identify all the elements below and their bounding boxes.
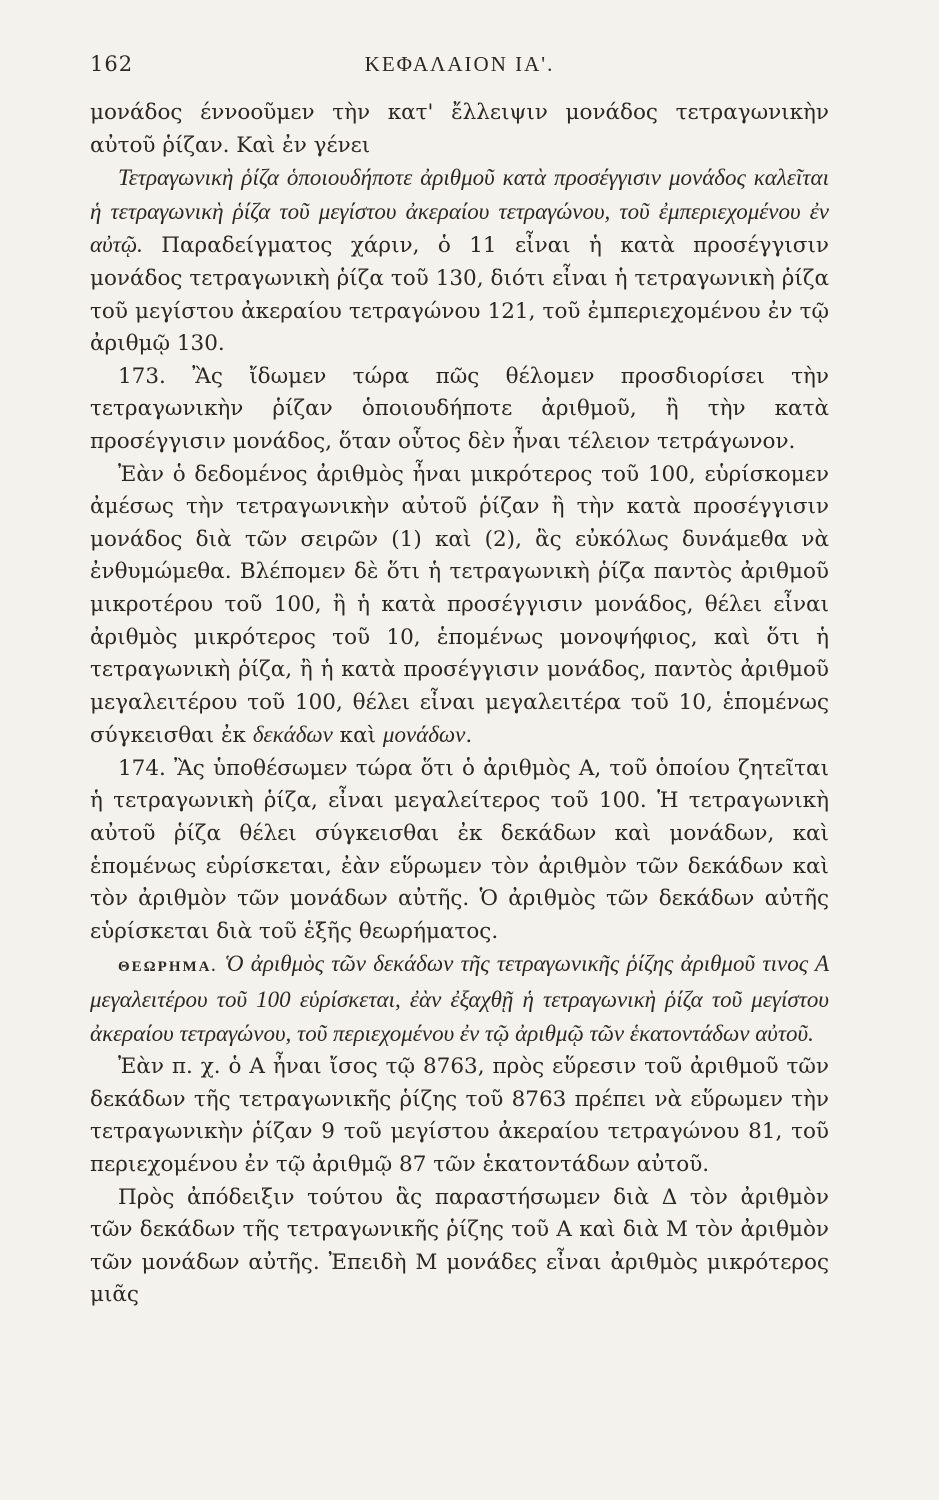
period-text: . — [465, 723, 473, 749]
paragraph-example: Ἐὰν π. χ. ὁ Α ἦναι ἴσος τῷ 8763, πρὸς εὕρεσιν τοῦ ἀριθμοῦ τῶν δεκάδων τῆς τετραγωνικῆς ῥίζης τοῦ 8763 πρέπει νὰ εὕρωμεν τὴν τετραγωνικὴν ῥίζαν 9 τοῦ μεγίστου ἀκεραίου τετραγώνου 81, τοῦ περιεχομένου ἐν τῷ ἀριθμῷ 87 τῶν ἑκατοντάδων αὐτοῦ. — [90, 1054, 829, 1177]
paragraph-less-than-100 — [90, 459, 829, 753]
chapter-title: ΚΕΦΑΛΑΙΟΝ ΙΑ'. — [364, 52, 555, 76]
theorem — [90, 948, 829, 1051]
page-body — [90, 97, 829, 1312]
paragraph-proof: Πρὸς ἀπόδειξιν τούτου ἃς παραστήσωμεν διὰ Δ τὸν ἀριθμὸν τῶν δεκάδων τῆς τετραγωνικῆς ῥίζης τοῦ Α καὶ διὰ Μ τὸν ἀριθμὸν τῶν μονάδων αὐτῆς. Ἐπειδὴ Μ μονάδες εἶναι ἀριθμὸς μικρότερος μιᾶς — [90, 1184, 829, 1308]
paragraph-1: μονάδος έννοοῦμεν τὴν κατ' ἔλλειψιν μονάδος τετραγωνικὴν αὐτοῦ ῥίζαν. Καὶ ἐν γένει — [90, 100, 829, 158]
theorem-text: Ὁ ἀριθμὸς τῶν δεκάδων τῆς τετραγωνικῆς ῥίζης ἀριθμοῦ τινος Α μεγαλειτέρου τοῦ 100 εὑρίσκεται, ἐὰν ἐξαχθῇ ἡ τετραγωνικὴ ῥίζα τοῦ μεγίστου ἀκεραίου τετραγώνου, τοῦ περιεχομένου ἐν τῷ ἀριθμῷ τῶν ἑκατοντάδων αὐτοῦ. — [90, 951, 829, 1046]
paragraph-definition — [90, 162, 829, 361]
example-text: Παραδείγματος χάριν, ὁ 11 εἶναι ἡ κατὰ προσέγγισιν μονάδος τετραγωνικὴ ῥίζα τοῦ 130, διότι εἶναι ἡ τετραγωνικὴ ῥίζα τοῦ μεγίστου ἀκεραίου τετραγώνου 121, τοῦ ἐμπεριεχομένου ἐν τῷ ἀριθμῷ 130. — [90, 233, 829, 357]
page-header — [90, 52, 829, 86]
paragraph-173: 173. Ἂς ἴδωμεν τώρα πῶς θέλομεν προσδιορίσει τὴν τετραγωνικὴν ῥίζαν ὁποιουδήποτε ἀριθμοῦ, ἢ τὴν κατὰ προσέγγισιν μονάδος, ὅταν οὗτος δὲν ἦναι τέλειον τετράγωνον. — [90, 363, 829, 454]
paragraph-main-text: Ἐὰν ὁ δεδομένος ἀριθμὸς ἦναι μικρότερος τοῦ 100, εὑρίσκομεν ἀμέσως τὴν τετραγωνικὴν αὐτοῦ ῥίζαν ἢ τὴν κατὰ προσέγγισιν μονάδος διὰ τῶν σειρῶν (1) καὶ (2), ἃς εὐκόλως δυνάμεθα νὰ ἐνθυμώμεθα. Βλέπομεν δὲ ὅτι ἡ τετραγωνικὴ ῥίζα παντὸς ἀριθμοῦ μικροτέρου τοῦ 100, ἢ ἡ κατὰ προσέγγισιν μονάδος, θέλει εἶναι ἀριθμὸς μικρότερος τοῦ 10, ἑπομένως μονοψήφιος, καὶ ὅτι ἡ τετραγωνικὴ ῥίζα, ἢ ἡ κατὰ προσέγγισιν μονάδος, παντὸς ἀριθμοῦ μεγαλειτέρου τοῦ 100, θέλει εἶναι μεγαλειτέρα τοῦ 10, ἑπομένως σύγκεισθαι ἐκ — [90, 461, 829, 749]
tens-term: δεκάδων — [252, 722, 333, 748]
page-number: 162 — [90, 52, 134, 76]
conjunction-text: καὶ — [332, 723, 383, 749]
units-term: μονάδων — [382, 722, 466, 748]
theorem-label: ΘΕΩΡΗΜΑ. — [118, 959, 218, 976]
definition-text: Τετραγωνικὴ ῥίζα ὁποιουδήποτε ἀριθμοῦ κατὰ προσέγγισιν μονάδος καλεῖται ἡ τετραγωνικὴ ῥίζα τοῦ μεγίστου ἀκεραίου τετραγώνου, τοῦ ἐμπεριεχομένου ἐν αὐτῷ. — [90, 165, 829, 258]
paragraph-174: 174. Ἂς ὑποθέσωμεν τώρα ὅτι ὁ ἀριθμὸς Α, τοῦ ὁποίου ζητεῖται ἡ τετραγωνικὴ ῥίζα, εἶναι μεγαλείτερος τοῦ 100. Ἡ τετραγωνικὴ αὐτοῦ ῥίζα θέλει σύγκεισθαι ἐκ δεκάδων καὶ μονάδων, καὶ ἑπομένως εὑρίσκεται, ἐὰν εὕρωμεν τὸν ἀριθμὸν τῶν δεκάδων καὶ τὸν ἀριθμὸν τῶν μονάδων αὐτῆς. Ὁ ἀριθμὸς τῶν δεκάδων αὐτῆς εὑρίσκεται διὰ τοῦ ἑξῆς θεωρήματος. — [90, 755, 829, 944]
